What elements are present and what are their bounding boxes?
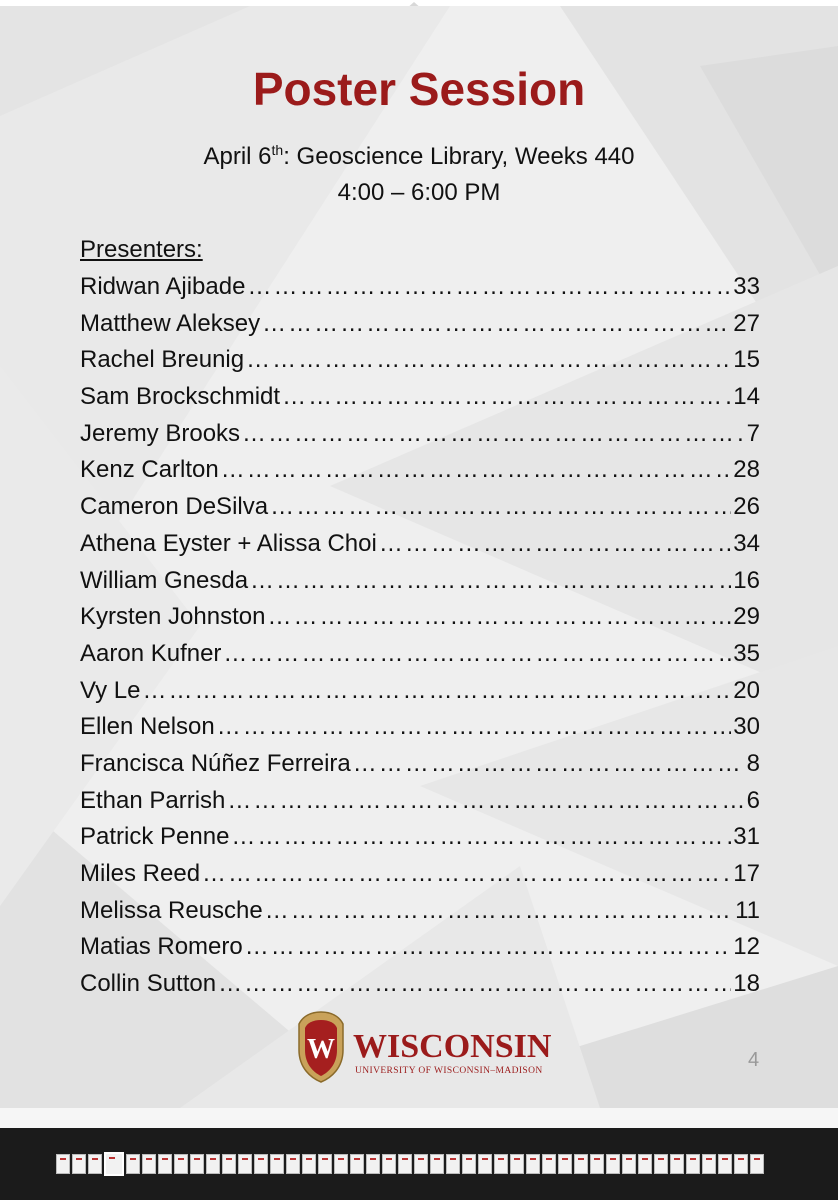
dot-leader <box>231 823 731 851</box>
dot-leader <box>265 897 733 925</box>
slide-thumbnail[interactable] <box>318 1154 332 1174</box>
dot-leader <box>246 346 731 374</box>
slide-thumbnail[interactable] <box>670 1154 684 1174</box>
poster-number: 28 <box>733 456 760 484</box>
slide-thumbnail[interactable] <box>158 1154 172 1174</box>
slide-thumbnail[interactable] <box>206 1154 220 1174</box>
dot-leader <box>267 603 731 631</box>
presenter-name: Rachel Breunig <box>80 346 245 374</box>
slide-thumbnail[interactable] <box>494 1154 508 1174</box>
presenter-row <box>80 897 760 934</box>
poster-number: 6 <box>746 786 760 814</box>
slide-thumbnail[interactable] <box>382 1154 396 1174</box>
slide-thumbnail[interactable] <box>558 1154 572 1174</box>
slide-thumbnail[interactable] <box>654 1154 668 1174</box>
dot-leader <box>250 567 731 595</box>
presenter-row <box>80 970 760 1007</box>
dot-leader <box>218 970 731 998</box>
presenter-row <box>80 750 760 787</box>
dot-leader <box>282 383 731 411</box>
slide-thumbnail[interactable] <box>430 1154 444 1174</box>
presenter-row <box>80 823 760 860</box>
presenter-row <box>80 603 760 640</box>
filmstrip <box>0 1128 838 1200</box>
dot-leader <box>270 493 731 521</box>
dot-leader <box>379 530 731 558</box>
slide-thumbnail[interactable] <box>734 1154 748 1174</box>
slide-thumbnail[interactable] <box>238 1154 252 1174</box>
presenter-row <box>80 677 760 714</box>
presenter-row <box>80 933 760 970</box>
slide-thumbnail[interactable] <box>462 1154 476 1174</box>
event-time: 4:00 – 6:00 PM <box>337 179 501 206</box>
event-date: April 6 <box>203 143 272 170</box>
crest-letter: W <box>307 1034 335 1065</box>
slide-thumbnail[interactable] <box>88 1154 102 1174</box>
page-number: 4 <box>748 1049 760 1071</box>
presenter-row <box>80 713 760 750</box>
poster-number: 34 <box>733 529 760 557</box>
poster-number: 31 <box>733 823 760 851</box>
dot-leader <box>227 787 744 815</box>
slide-thumbnail[interactable] <box>414 1154 428 1174</box>
presenter-row <box>80 310 760 347</box>
slide-thumbnail[interactable] <box>190 1154 204 1174</box>
poster-number: 18 <box>733 970 760 998</box>
slide-thumbnail[interactable] <box>174 1154 188 1174</box>
presenter-row <box>80 640 760 677</box>
presenter-name: Melissa Reusche <box>80 896 263 924</box>
poster-number: 16 <box>733 566 760 594</box>
logo-tagline: UNIVERSITY OF WISCONSIN–MADISON <box>355 1066 543 1076</box>
event-date-location <box>0 132 838 175</box>
slide-thumbnail[interactable] <box>574 1154 588 1174</box>
slide-thumbnail[interactable] <box>126 1154 140 1174</box>
slide-thumbnail[interactable] <box>542 1154 556 1174</box>
slide-thumbnail[interactable] <box>56 1154 70 1174</box>
slide-thumbnail[interactable] <box>702 1154 716 1174</box>
presenter-name: Cameron DeSilva <box>80 493 269 521</box>
presenter-name: Jeremy Brooks <box>80 419 241 447</box>
presenter-name: Aaron Kufner <box>80 639 222 667</box>
presenters-heading: Presenters: <box>80 236 203 263</box>
presenter-name: Ridwan Ajibade <box>80 273 246 300</box>
presenter-row <box>80 273 760 310</box>
poster-number: 33 <box>733 273 760 300</box>
logo-wordmark: WISCONSIN <box>353 1028 552 1065</box>
dot-leader <box>217 713 732 741</box>
slide-thumbnail[interactable] <box>398 1154 412 1174</box>
presenter-row <box>80 493 760 530</box>
dot-leader <box>262 310 731 338</box>
poster-number: 27 <box>733 309 760 337</box>
dot-leader <box>221 456 732 484</box>
poster-number: 14 <box>733 383 760 411</box>
slide-thumbnail[interactable] <box>286 1154 300 1174</box>
presenter-name: Miles Reed <box>80 860 201 887</box>
poster-number: 35 <box>733 639 760 667</box>
dot-leader <box>202 860 731 888</box>
dot-leader <box>353 750 745 778</box>
presenter-name: William Gnesda <box>80 566 249 594</box>
presenter-name: Kyrsten Johnston <box>80 603 266 631</box>
presenter-name: Francisca Núñez Ferreira <box>80 749 351 777</box>
crest-icon <box>293 1010 349 1084</box>
presenter-row <box>80 456 760 493</box>
presenter-name: Ethan Parrish <box>80 786 226 814</box>
poster-number: 7 <box>746 419 760 447</box>
dot-leader <box>242 420 745 448</box>
presenter-name: Vy Le <box>80 676 141 704</box>
slide-thumbnail[interactable] <box>606 1154 620 1174</box>
presenter-name: Ellen Nelson <box>80 713 215 741</box>
presenter-row <box>80 383 760 420</box>
wisconsin-logo <box>293 1010 553 1084</box>
slide-thumbnail[interactable] <box>622 1154 636 1174</box>
presenter-name: Athena Eyster + Alissa Choi <box>80 529 377 557</box>
dot-leader <box>142 677 731 705</box>
slide-thumbnail[interactable] <box>334 1154 348 1174</box>
slide-thumbnail[interactable] <box>446 1154 460 1174</box>
slide-title: Poster Session <box>252 63 586 115</box>
poster-number: 11 <box>735 896 760 924</box>
presenter-name: Matias Romero <box>80 933 243 961</box>
poster-number: 8 <box>746 749 760 777</box>
poster-number: 20 <box>733 676 760 704</box>
slide <box>0 6 838 1108</box>
poster-number: 17 <box>733 860 760 887</box>
presenter-row <box>80 860 760 897</box>
presenter-name: Collin Sutton <box>80 970 217 998</box>
presenter-row <box>80 530 760 567</box>
presenter-list <box>80 273 760 1007</box>
slide-thumbnail[interactable] <box>104 1152 124 1176</box>
slide-thumbnail[interactable] <box>366 1154 380 1174</box>
slide-thumbnail[interactable] <box>526 1154 540 1174</box>
slide-thumbnail[interactable] <box>510 1154 524 1174</box>
event-details <box>0 132 838 211</box>
poster-number: 29 <box>733 603 760 631</box>
slide-thumbnail[interactable] <box>638 1154 652 1174</box>
slide-thumbnail[interactable] <box>478 1154 492 1174</box>
presenter-name: Kenz Carlton <box>80 456 219 484</box>
poster-number: 15 <box>733 346 760 374</box>
dot-leader <box>247 273 731 301</box>
slide-thumbnail[interactable] <box>590 1154 604 1174</box>
presenter-row <box>80 787 760 824</box>
presenter-name: Matthew Aleksey <box>80 309 261 337</box>
presenter-name: Patrick Penne <box>80 823 230 851</box>
date-ordinal: th <box>271 142 284 158</box>
slide-thumbnail[interactable] <box>270 1154 284 1174</box>
slide-thumbnail[interactable] <box>302 1154 316 1174</box>
poster-number: 30 <box>733 713 760 741</box>
slide-thumbnail[interactable] <box>350 1154 364 1174</box>
dot-leader <box>245 933 732 961</box>
dot-leader <box>223 640 731 668</box>
slide-thumbnail[interactable] <box>72 1154 86 1174</box>
presenter-row <box>80 567 760 604</box>
event-location: : Geoscience Library, Weeks 440 <box>283 143 635 170</box>
poster-number: 26 <box>733 493 760 521</box>
presenter-row <box>80 346 760 383</box>
slide-thumbnail[interactable] <box>686 1154 700 1174</box>
slide-thumbnail[interactable] <box>142 1154 156 1174</box>
presenter-row <box>80 420 760 457</box>
thumbnail-strip <box>56 1154 780 1176</box>
poster-number: 12 <box>733 933 760 961</box>
slide-thumbnail[interactable] <box>254 1154 268 1174</box>
presenter-name: Sam Brockschmidt <box>80 383 281 411</box>
slide-thumbnail[interactable] <box>222 1154 236 1174</box>
slide-thumbnail[interactable] <box>750 1154 764 1174</box>
slide-thumbnail[interactable] <box>718 1154 732 1174</box>
